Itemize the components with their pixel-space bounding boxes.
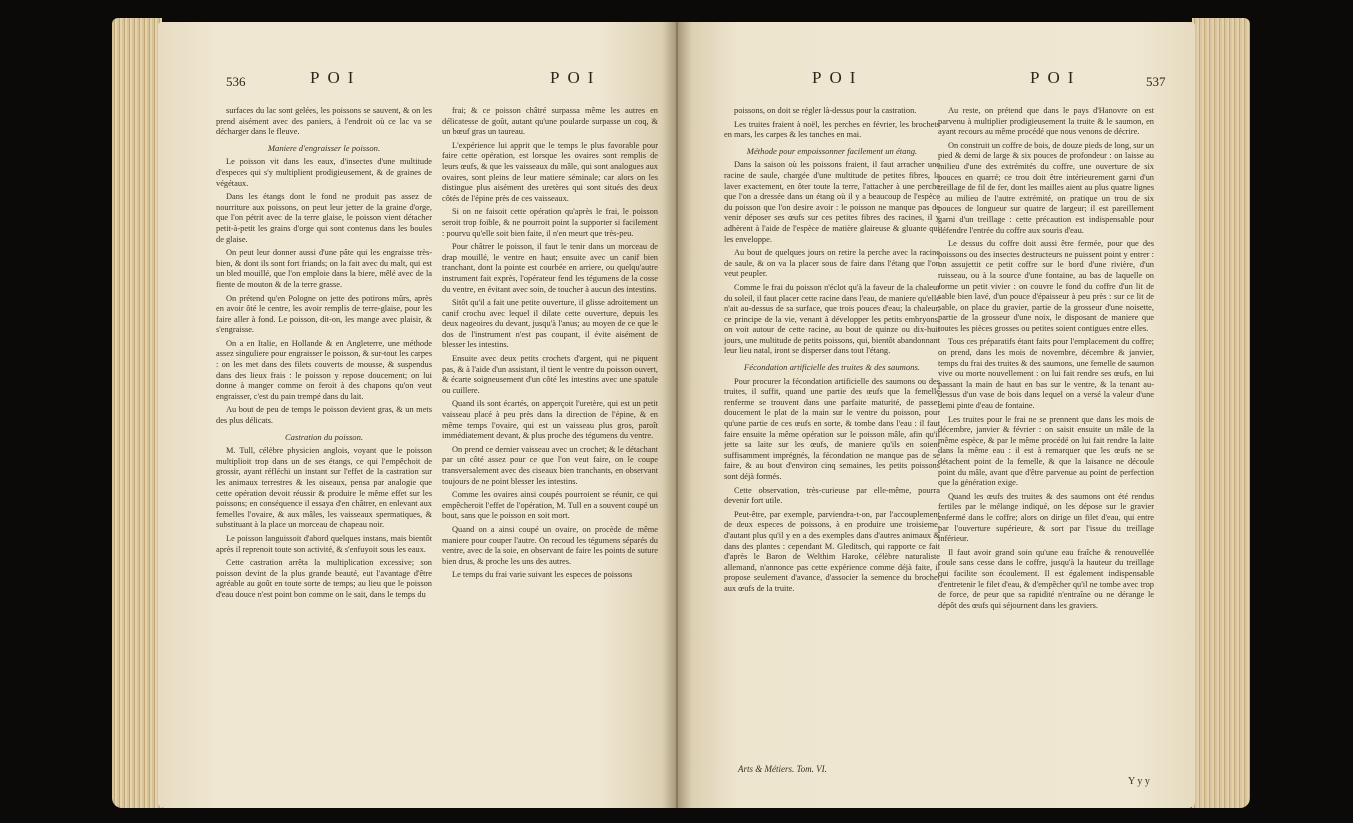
paragraph: Comme le frai du poisson n'éclot qu'à la faveur de la chaleur du soleil, il faut placer cette racine dans l'eau, de maniere qu'elle n'ait au-dessus de sa surface, que trois pouces d'eau; la chaleur, ce principe de la vie, venant à développer les petits embryons, on voit autour de cette racine, au bout de quinze ou dix-huit jours, une multitude de petits poissons, qui, bientôt abandonnant leur lieu natal, iront se disperser dans tout l'étang. [724,282,940,356]
page-number-right: 537 [1146,74,1166,89]
paragraph: Comme les ovaires ainsi coupés pourroient se réunir, ce qui empêcheroit l'effet de l'opération, M. Tull en a souvent coupé un bout, sans que le poisson en soit mort. [442,490,658,521]
running-head-right-b: POI [1030,68,1082,87]
paragraph: Le dessus du coffre doit aussi être fermée, pour que des poissons ou des insectes destructeurs ne puissent point y entrer : on assujettit ce petit coffre sur le bord d'une rivière, d'un ruisseau, ou à la source d'une fontaine, au bas de laquelle on forme un petit vivier : on couvre le fond du coffre d'un lit de sable bien lavé, d'un pouce d'épaisseur à peu près : sur ce lit de sable, on place du gravier, partie de la grosseur d'une noisette, partie de la grosseur d'une noix, le disposant de maniere que toutes les pièces grosses ou petites soient contigues entre elles. [938,239,1154,333]
volume-footer: Arts & Métiers. Tom. VI. [738,764,827,774]
page-number-left: 536 [226,74,246,89]
paragraph: Quand on a ainsi coupé un ovaire, on procède de même maniere pour couper l'autre. On recoud les tégumens séparés du ventre, avec de la soie, en observant de faire les points de suture bien drus, & proche les uns des autres. [442,524,658,566]
section-heading: Castration du poisson. [284,431,364,442]
paragraph: On prétend qu'en Pologne on jette des potirons mûrs, après en avoir ôté le centre, les avoir remplis de terre-glaise, pour les faire aller à fond. Le poisson, dit-on, les mange avec plaisir, & s'engraisse. [216,293,432,335]
running-head-left-b: POI [550,68,602,87]
paragraph: M. Tull, célèbre physicien anglois, voyant que le poisson multiplioit trop dans un de ses étangs, ce qui l'empêchoit de grossir, ayant réfléchi un instant sur l'effet de la castration sur les animaux terrestres & les oiseaux, pensa par analogie que cette opération devoit réussir & produire le même effet sur les poissons; en conséquence il essaya d'en châtrer, en enlevant aux femelles l'ovaire, & aux mâles, les vaisseaux spermatiques, & substituant à la place un morceau de chapeau noir. [216,446,432,530]
paragraph: Cette observation, très-curieuse par elle-même, pourra devenir fort utile. [724,485,940,506]
running-head-right-a: POI [812,68,864,87]
signature-mark: Y y y [1128,776,1150,787]
paragraph: L'expérience lui apprit que le temps le plus favorable pour faire cette opération, est lorsque les ovaires sont remplis de leurs œufs, & que les vaisseaux du mâle, qui sont analogues aux ovaires, sont pleins de leur matiere séminale; car alors on les distingue plus aisément des uretères qui sont situés des deux côtés de l'épine près de ces vaisseaux. [442,140,658,203]
left-page [158,22,677,808]
paragraph: Sitôt qu'il a fait une petite ouverture, il glisse adroitement un canif crochu avec lequel il dilate cette ouverture, depuis les deux nageoires du devant, jusqu'à l'anus; au moyen de ce que le dos de l'instrument n'est pas coupant, il évite aisément de blesser les intestins. [442,298,658,350]
paragraph: On a en Italie, en Hollande & en Angleterre, une méthode assez singuliere pour engraisser le poisson, & sur-tout les carpes : on les met dans des filets couverts de mousse, & suspendus dans des lieux frais : le poisson y repose doucement; on lui donne à manger comme on feroit à des chapons qu'on veut engraisser, c'est du pain trempé dans du lait. [216,338,432,401]
paragraph: Dans les étangs dont le fond ne produit pas assez de nourriture aux poissons, on peut leur jetter de la graine d'orge, que l'on pétrit avec de la terre glaise, le poisson vient détacher petit-à-petit les grains d'orge qui sont contenus dans les boules de glaise. [216,192,432,244]
paragraph: Les truites pour le frai ne se prennent que dans les mois de décembre, janvier & février : on saisit ensuite un mâle de la même espèce, & par le même procédé on lui fait rendre la laite dans la même eau : il est à remarquer que les œufs ne se détachent point de la femelle, & que la laisance ne découle point du mâle, avant que d'être parvenue au point de perfection que la génération exige. [938,414,1154,488]
paragraph: Le poisson vit dans les eaux, d'insectes d'une multitude d'especes qui s'y multiplient prodigieusement, & de graines de végétaux. [216,157,432,188]
column-537-left [724,106,940,796]
page-edges-left [112,18,162,808]
paragraph: Cette castration arrêta la multiplication excessive; son poisson devint de la plus grande beauté, eut l'avantage d'être agréable au goût en toute sorte de temps; au lieu que le poisson d'eau douce n'est point bon comme on le sait, dans le temps du [216,558,432,599]
paragraph: Dans la saison où les poissons fraient, il faut arracher une racine de saule, chargée d'une multitude de petites fibres, la laver exactement, en ôter toute la terre, l'attacher à une perche que l'on a dressée dans un étang où il y a beaucoup de l'espèce du poisson que l'on desire avoir : le poisson ne manque pas de venir déposer ses œufs sur ces petites fibres des racines, il y adhèrent à l'aide de l'espèce de matière glaireuse & gluante qui les enveloppe. [724,160,940,244]
paragraph: Le poisson languissoit d'abord quelques instans, mais bientôt après il reprenoit toute son activité, & s'enfuyoit sous les eaux. [216,533,432,554]
page-edges-right [1192,18,1250,808]
paragraph: Ensuite avec deux petits crochets d'argent, qui ne piquent pas, & à l'aide d'un assistant, il tient le ventre du poisson ouvert, & écarte soigneusement d'un côté les intestins avec une spatule ou cuillere. [442,354,658,395]
section-heading: Fécondation artificielle des truites & des saumons. [744,362,920,373]
paragraph: Tous ces préparatifs étant faits pour l'emplacement du coffre; on prend, dans les mois de novembre, décembre & janvier, temps du frai des truites & des saumons, une femelle de saumon vive ou morte nouvellement : on lui fait rendre ses œufs, en lui passant la main de haut en bas sur le ventre, & la tenant au-dessus d'un vase de bois dans lequel on a versé la valeur d'une demi pinte d'eau de fontaine. [938,337,1154,411]
book-gutter [662,22,692,808]
running-head-left-a: POI [310,68,362,87]
paragraph: surfaces du lac sont gelées, les poissons se sauvent, & on les prend aisément avec des paniers, à l'endroit où ce lac va se décharger dans le fleuve. [216,106,432,137]
paragraph: Au bout de quelques jours on retire la perche avec la racine de saule, & on va la placer sous de faire dans l'étang que l'on veut peupler. [724,248,940,279]
paragraph: Les truites fraient à noël, les perches en février, les brochets en mars, les carpes & les tanches en mai. [724,119,940,140]
paragraph: On prend ce dernier vaisseau avec un crochet; & le détachant par un côté assez pour ce que l'on veut faire, on le coupe transversalement avec des ciseaux bien tranchants, en observant toujours de ne point blesser les intestins. [442,444,658,486]
column-536-right [442,106,658,796]
paragraph: Il faut avoir grand soin qu'une eau fraîche & renouvellée coule sans cesse dans le coffre, jusqu'à la hauteur du treillage qui facilite son écoulement. Il est également indispensable d'entretenir le filet d'eau, & d'empêcher qu'il ne tombe avec trop de force, de peur que sa rapidité n'entraîne ou ne dérange le dépôt des œufs qui séjournent dans les graviers. [938,547,1154,610]
paragraph: On peut leur donner aussi d'une pâte qui les engraisse très-bien, & dont ils sont fort friands; on la fait avec du malt, qui est un bled mouillé, que l'on emploie dans la biere, mêlé avec de la fiente de mouton & de la terre grasse. [216,248,432,289]
paragraph: Si on ne faisoit cette opération qu'après le frai, le poisson seroit trop foible, & ne pourroit point la supporter si facilement : pourvu qu'elle soit bien faite, il n'en meurt que très-peu. [442,207,658,238]
column-537-right [938,106,1154,796]
paragraph: frai; & ce poisson châtré surpassa même les autres en délicatesse de goût, autant qu'une poularde surpasse un coq, & un bœuf gras un taureau. [442,106,658,137]
paragraph: Pour procurer la fécondation artificielle des saumons ou des truites, il suffit, quand une partie des œufs que la femelle renferme se trouvent dans une parfaite maturité, de passer doucement le plat de la main sur le ventre du poisson, pour qu'une partie de ces œufs en sorte, & tombe dans l'eau : il faut faire ensuite la même opération sur le poisson mâle, afin qu'il jette sa laite sur les œufs, de maniere qu'ils en soient suffisamment imprégnés, la fécondation ne manque pas de se faire, & au bout d'environ cinq semaines, les petits poissons sont déjà formés. [724,376,940,481]
paragraph: Pour châtrer le poisson, il faut le tenir dans un morceau de drap mouillé, le ventre en haut; ensuite avec un canif bien tranchant, dont la pointe est courbée en arriere, ou quelqu'autre instrument fait exprès, l'opérateur fend les tégumens de la cosse du ventre, en évitant avec soin, de toucher à aucun des intestins. [442,242,658,294]
paragraph: Au bout de peu de temps le poisson devient gras, & un mets des plus délicats. [216,405,432,426]
paragraph: Peut-être, par exemple, parviendra-t-on, par l'accouplement de deux especes de poissons, à en produire une troisieme, d'autant plus qu'il y en a des exemples dans d'autres animaux & dans des plantes : cependant M. Gleditsch, qui rapporte ce fait d'après le Baron de Welthim Haroke, célèbre naturaliste allemand, n'annonce pas cette expérience comme déjà faite, il propose seulement d'avance, d'associer la semence du brochet aux œufs de la truite. [724,509,940,593]
paragraph: Le temps du frai varie suivant les especes de poissons [452,570,633,580]
column-536-left [216,106,432,796]
right-page [676,22,1195,808]
paragraph: Quand ils sont écartés, on apperçoit l'uretère, qui est un petit vaisseau placé à peu près dans la direction de l'épine, & en même temps l'ovaire, qui est un vaisseau plus gros, paroît immédiatement devant, & plus proche des tégumens du ventre. [442,399,658,441]
section-heading: Méthode pour empoissonner facilement un étang. [746,145,918,156]
paragraph: poissons, on doit se régler là-dessus pour la castration. [734,106,917,115]
paragraph: Quand les œufs des truites & des saumons ont été rendus fertiles par le mélange indiqué, on les dépose sur le gravier enfermé dans le coffre; alors on dirige un filet d'eau, qui entre par l'ouverture supérieure, & sort par l'issue du treillage inférieur. [938,491,1154,544]
paragraph: Au reste, on prétend que dans le pays d'Hanovre on est parvenu à multiplier prodigieusement la truite & le saumon, en ayant recours au même procédé que nous venons de décrire. [938,106,1154,137]
paragraph: On construit un coffre de bois, de douze pieds de long, sur un pied & demi de large & six pouces de profondeur : on laisse au milieu d'une des extrémités du coffre, une ouverture de six pouces en quarré; ce trou doit être intérieurement garni d'un treillage de fil de fer, dont les mailles aient au plus quatre lignes : au milieu de l'autre extrémité, on pratique un trou de six pouces de longueur sur quatre de largeur; il est pareillement garni d'un treillage : cette précaution est indispensable pour défendre l'entrée du coffre aux souris d'eau. [938,140,1154,235]
section-heading: Maniere d'engraisser le poisson. [267,142,381,153]
